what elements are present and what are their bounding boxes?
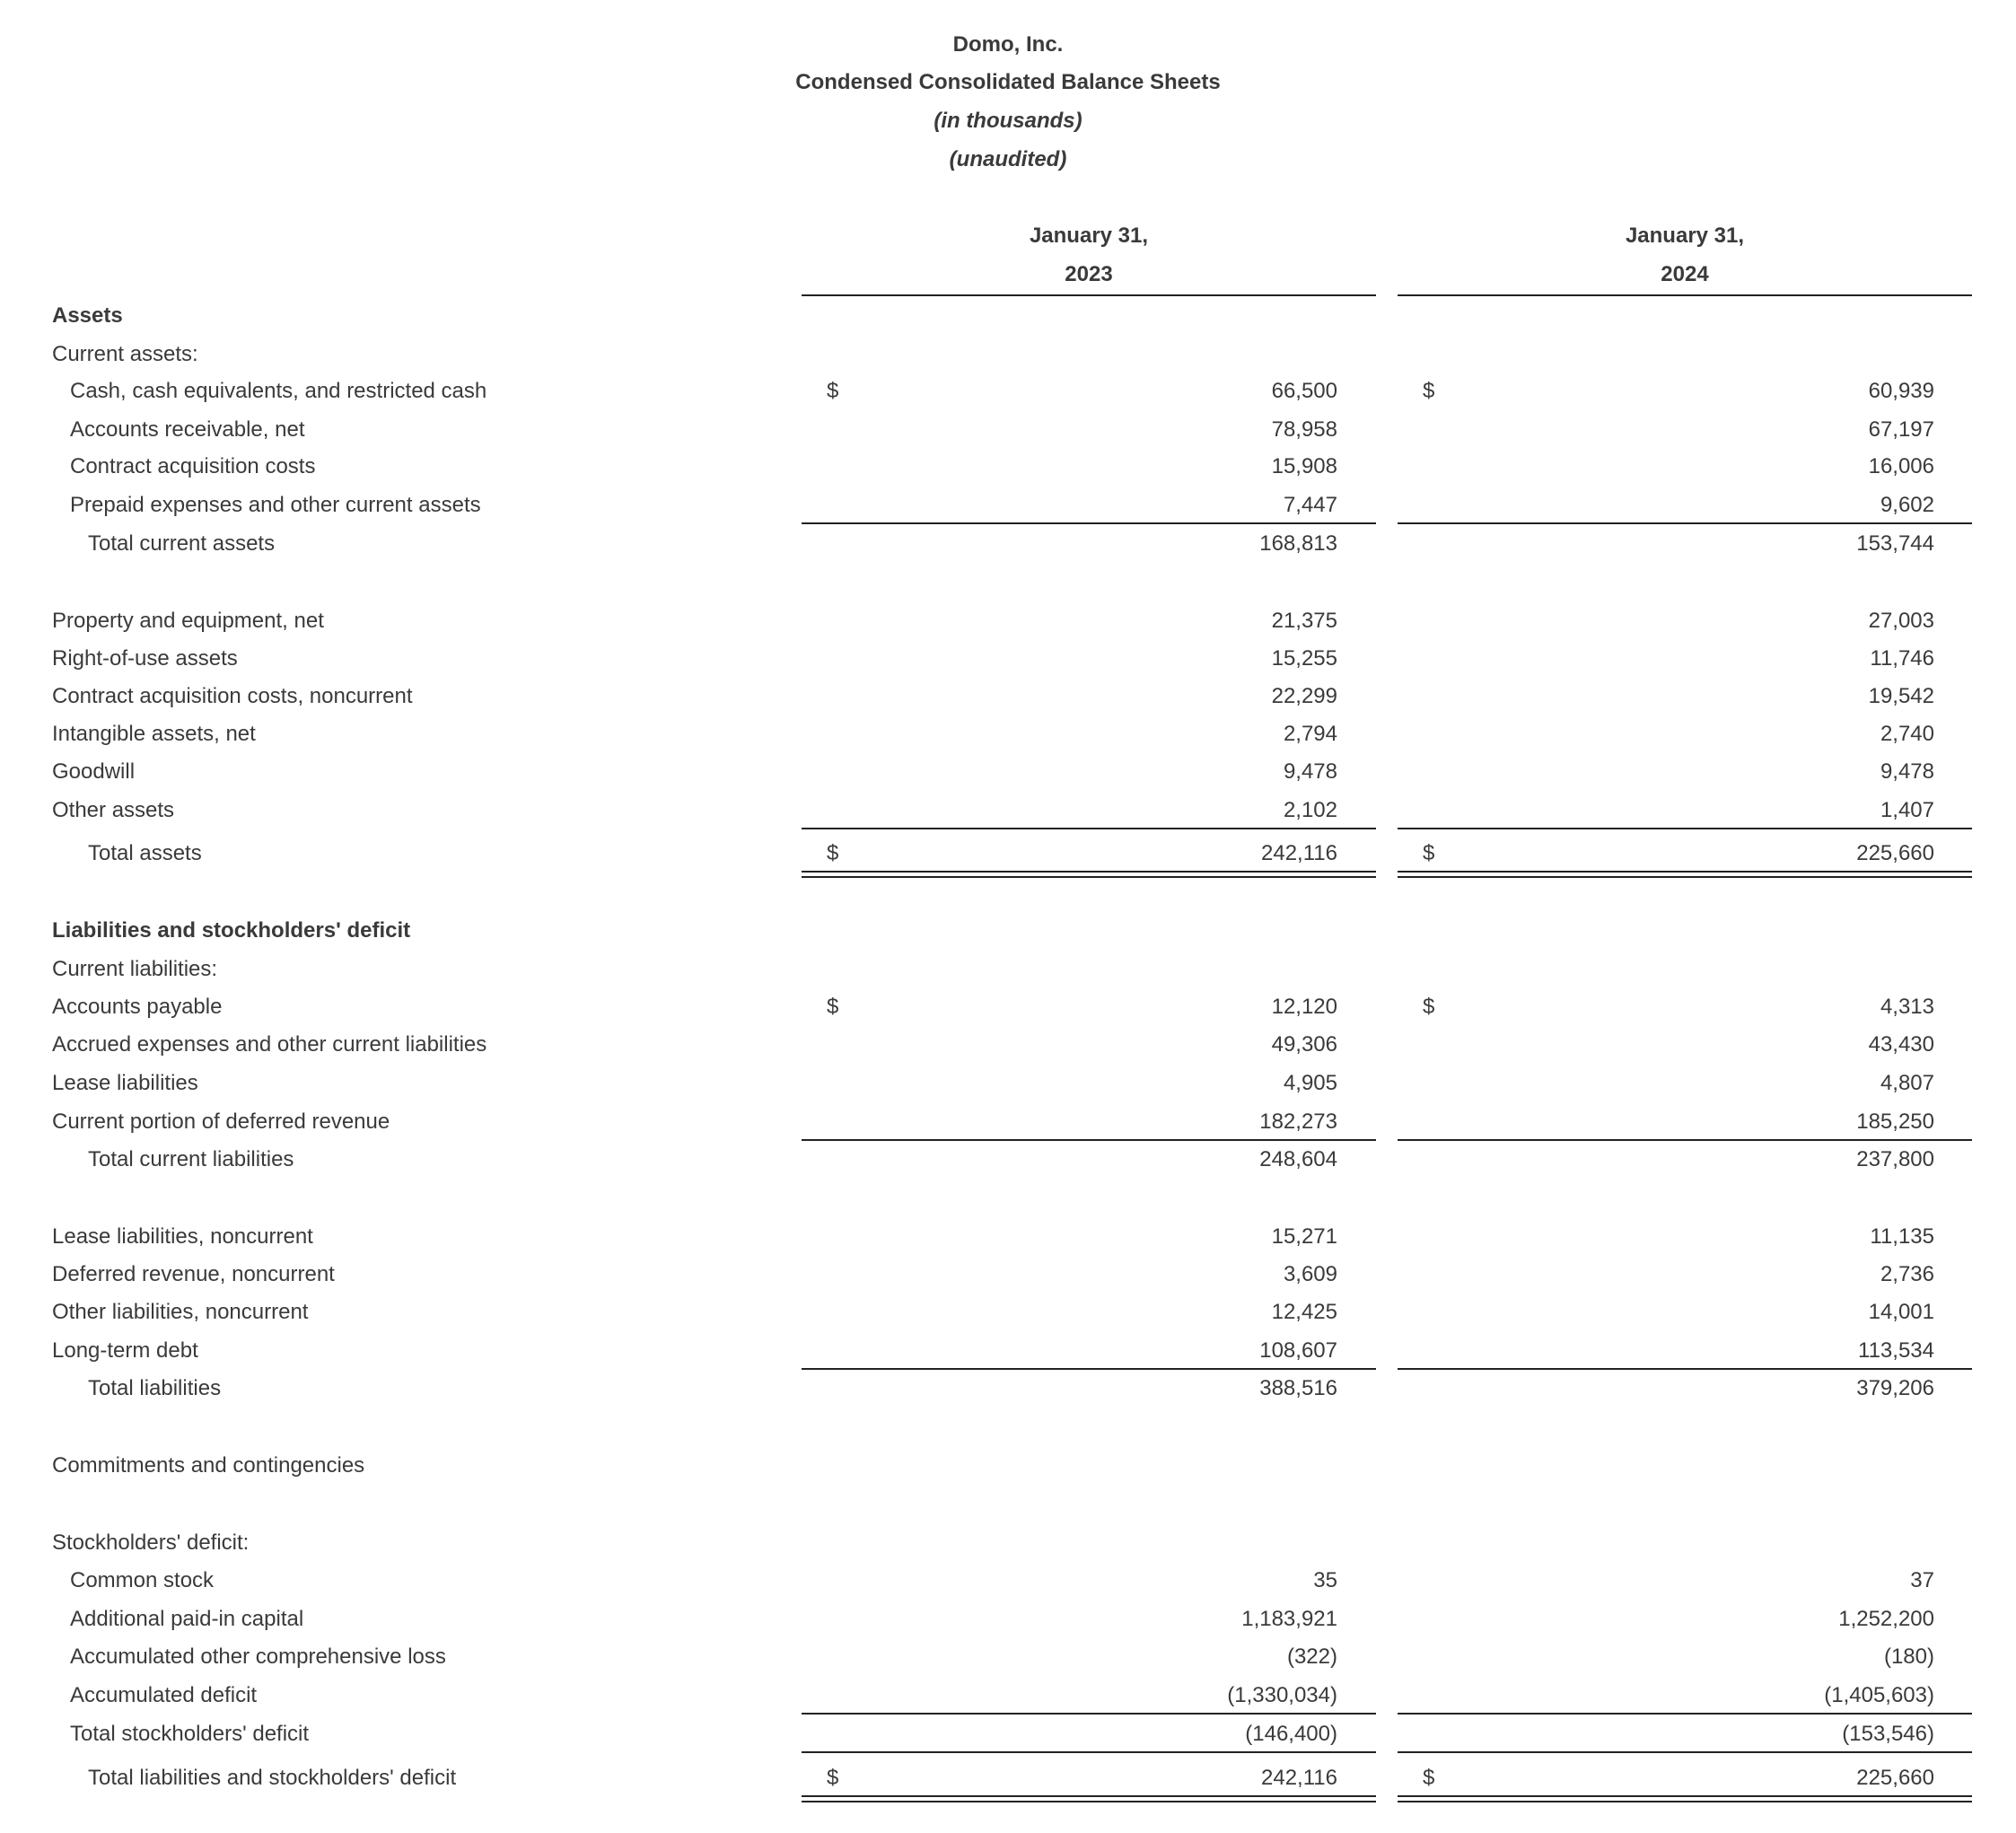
table-row — [0, 1678, 2016, 1714]
value-2023: 9,478 — [1283, 759, 1337, 784]
value-2024: 11,135 — [1870, 1224, 1934, 1249]
row-label: Prepaid expenses and other current assets — [70, 493, 481, 517]
total-double-rule — [1398, 871, 1972, 878]
row-label: Current portion of deferred revenue — [52, 1109, 390, 1134]
table-row — [0, 716, 2016, 752]
row-label: Deferred revenue, noncurrent — [52, 1262, 335, 1286]
value-2023: 1,183,921 — [1241, 1607, 1337, 1631]
subtotal-rule — [1398, 1713, 1972, 1715]
value-2023: 248,604 — [1259, 1147, 1337, 1171]
unaudited-note: (unaudited) — [949, 147, 1067, 171]
subtotal-rule — [1398, 1139, 1972, 1141]
value-2023: 66,500 — [1271, 379, 1337, 403]
row-label: Stockholders' deficit: — [52, 1530, 250, 1555]
value-2024: 185,250 — [1856, 1109, 1934, 1134]
dollar-sign: $ — [827, 379, 839, 403]
value-2024: 16,006 — [1868, 454, 1934, 478]
subtotal-rule — [802, 828, 1376, 829]
subtotal-rule — [802, 1139, 1376, 1141]
row-label: Other liabilities, noncurrent — [52, 1300, 309, 1324]
dollar-sign: $ — [1423, 1766, 1435, 1790]
table-row — [0, 337, 2016, 373]
table-row — [0, 1563, 2016, 1599]
row-label: Contract acquisition costs — [70, 454, 316, 478]
value-2023: 2,794 — [1283, 722, 1337, 746]
row-label: Total stockholders' deficit — [70, 1722, 310, 1746]
dollar-sign: $ — [827, 1766, 839, 1790]
total-double-rule — [802, 1795, 1376, 1802]
value-2024: 1,407 — [1880, 798, 1934, 822]
value-2023: 108,607 — [1259, 1338, 1337, 1363]
row-label: Current assets: — [52, 342, 198, 366]
column-header-rule — [1398, 294, 1972, 296]
table-row — [0, 487, 2016, 523]
value-2024: 27,003 — [1868, 609, 1934, 633]
value-2023: 15,255 — [1271, 646, 1337, 671]
value-2023: 22,299 — [1271, 684, 1337, 708]
row-label: Accumulated other comprehensive loss — [70, 1644, 446, 1669]
value-2024: 113,534 — [1858, 1338, 1934, 1363]
table-row — [0, 1448, 2016, 1484]
value-2024: 14,001 — [1868, 1300, 1934, 1324]
value-2023: 3,609 — [1283, 1262, 1337, 1286]
table-row — [0, 754, 2016, 790]
row-label: Current liabilities: — [52, 957, 218, 981]
value-2023: 242,116 — [1261, 841, 1337, 865]
value-2024: 9,478 — [1880, 759, 1934, 784]
table-row — [0, 1219, 2016, 1255]
row-label: Contract acquisition costs, noncurrent — [52, 684, 413, 708]
value-2023: 35 — [1313, 1568, 1337, 1592]
column-header-year: 2024 — [1661, 262, 1709, 286]
row-label: Long-term debt — [52, 1338, 198, 1363]
table-row — [0, 298, 2016, 334]
value-2024: 2,736 — [1880, 1262, 1934, 1286]
row-label: Accumulated deficit — [70, 1683, 258, 1707]
row-label: Intangible assets, net — [52, 722, 256, 746]
value-2024: 19,542 — [1868, 684, 1934, 708]
value-2024: 9,602 — [1880, 493, 1934, 517]
table-row — [0, 1371, 2016, 1407]
row-label: Total current assets — [88, 531, 276, 556]
table-row — [0, 952, 2016, 987]
table-row — [0, 1639, 2016, 1675]
value-2023: (146,400) — [1245, 1722, 1337, 1746]
table-row — [0, 641, 2016, 677]
row-label: Total liabilities and stockholders' deficit — [88, 1766, 457, 1790]
row-label: Other assets — [52, 798, 175, 822]
table-row — [0, 836, 2016, 872]
value-2023: 15,271 — [1271, 1224, 1337, 1249]
row-label: Lease liabilities, noncurrent — [52, 1224, 313, 1249]
table-row — [0, 793, 2016, 829]
table-row — [0, 1142, 2016, 1178]
column-header-rule — [802, 294, 1376, 296]
row-label: Lease liabilities — [52, 1071, 198, 1095]
value-2023: (322) — [1286, 1644, 1337, 1669]
value-2024: 225,660 — [1856, 841, 1934, 865]
row-label: Accounts payable — [52, 995, 223, 1019]
table-row — [0, 679, 2016, 715]
value-2023: 78,958 — [1271, 417, 1337, 442]
value-2024: 43,430 — [1868, 1032, 1934, 1057]
row-label: Right-of-use assets — [52, 646, 238, 671]
dollar-sign: $ — [827, 841, 839, 865]
table-row — [0, 1066, 2016, 1101]
column-header-line1: January 31, — [1029, 224, 1149, 248]
value-2023: 2,102 — [1283, 798, 1337, 822]
table-row — [0, 989, 2016, 1025]
table-row — [0, 1525, 2016, 1561]
value-2023: 388,516 — [1259, 1376, 1337, 1400]
table-row — [0, 449, 2016, 485]
table-row — [0, 373, 2016, 409]
subtotal-rule — [1398, 522, 1972, 524]
value-2023: 242,116 — [1261, 1766, 1337, 1790]
value-2023: 7,447 — [1283, 493, 1337, 517]
column-header-year: 2023 — [1065, 262, 1113, 286]
value-2024: 153,744 — [1856, 531, 1934, 556]
subtotal-rule — [1398, 1368, 1972, 1370]
row-label: Total assets — [88, 841, 202, 865]
value-2024: 237,800 — [1856, 1147, 1934, 1171]
value-2024: 67,197 — [1868, 417, 1934, 442]
dollar-sign: $ — [1423, 379, 1435, 403]
units-note: (in thousands) — [933, 109, 1083, 133]
value-2024: (1,405,603) — [1824, 1683, 1934, 1707]
table-row — [0, 1104, 2016, 1140]
row-label: Cash, cash equivalents, and restricted cash — [70, 379, 487, 403]
company-name: Domo, Inc. — [952, 32, 1064, 57]
subtotal-rule — [802, 1368, 1376, 1370]
table-row — [0, 913, 2016, 949]
row-label: Accrued expenses and other current liabilities — [52, 1032, 487, 1057]
dollar-sign: $ — [1423, 841, 1435, 865]
value-2023: 49,306 — [1271, 1032, 1337, 1057]
row-label: Goodwill — [52, 759, 136, 784]
value-2023: 168,813 — [1259, 531, 1337, 556]
column-header-line1: January 31, — [1625, 224, 1745, 248]
value-2024: 379,206 — [1856, 1376, 1934, 1400]
value-2023: 12,425 — [1271, 1300, 1337, 1324]
dollar-sign: $ — [827, 995, 839, 1019]
value-2024: 1,252,200 — [1838, 1607, 1934, 1631]
row-label: Commitments and contingencies — [52, 1453, 365, 1478]
value-2023: 12,120 — [1271, 995, 1337, 1019]
value-2024: 11,746 — [1870, 646, 1934, 671]
total-double-rule — [802, 871, 1376, 878]
table-row — [0, 1333, 2016, 1369]
table-row — [0, 526, 2016, 562]
row-label: Property and equipment, net — [52, 609, 324, 633]
value-2023: 21,375 — [1271, 609, 1337, 633]
value-2024: (180) — [1883, 1644, 1934, 1669]
subtotal-rule — [1398, 828, 1972, 829]
value-2023: 4,905 — [1283, 1071, 1337, 1095]
table-row — [0, 1257, 2016, 1293]
total-double-rule — [1398, 1795, 1972, 1802]
row-label: Liabilities and stockholders' deficit — [52, 918, 411, 943]
table-row — [0, 1760, 2016, 1796]
table-row — [0, 1294, 2016, 1330]
row-label: Total current liabilities — [88, 1147, 294, 1171]
table-row — [0, 1027, 2016, 1063]
table-row — [0, 412, 2016, 448]
subtotal-rule — [1398, 1751, 1972, 1753]
subtotal-rule — [802, 1751, 1376, 1753]
row-label: Total liabilities — [88, 1376, 222, 1400]
value-2024: 2,740 — [1880, 722, 1934, 746]
value-2024: 37 — [1910, 1568, 1934, 1592]
value-2024: 4,313 — [1880, 995, 1934, 1019]
value-2024: (153,546) — [1842, 1722, 1934, 1746]
row-label: Common stock — [70, 1568, 215, 1592]
dollar-sign: $ — [1423, 995, 1435, 1019]
report-title: Condensed Consolidated Balance Sheets — [795, 70, 1221, 94]
value-2023: 15,908 — [1271, 454, 1337, 478]
value-2024: 225,660 — [1856, 1766, 1934, 1790]
subtotal-rule — [802, 1713, 1376, 1715]
row-label: Additional paid-in capital — [70, 1607, 304, 1631]
value-2024: 4,807 — [1880, 1071, 1934, 1095]
value-2024: 60,939 — [1868, 379, 1934, 403]
table-row — [0, 1601, 2016, 1637]
row-label: Accounts receivable, net — [70, 417, 305, 442]
value-2023: 182,273 — [1259, 1109, 1337, 1134]
value-2023: (1,330,034) — [1227, 1683, 1337, 1707]
row-label: Assets — [52, 303, 123, 328]
table-row — [0, 1716, 2016, 1752]
table-row — [0, 603, 2016, 639]
subtotal-rule — [802, 522, 1376, 524]
